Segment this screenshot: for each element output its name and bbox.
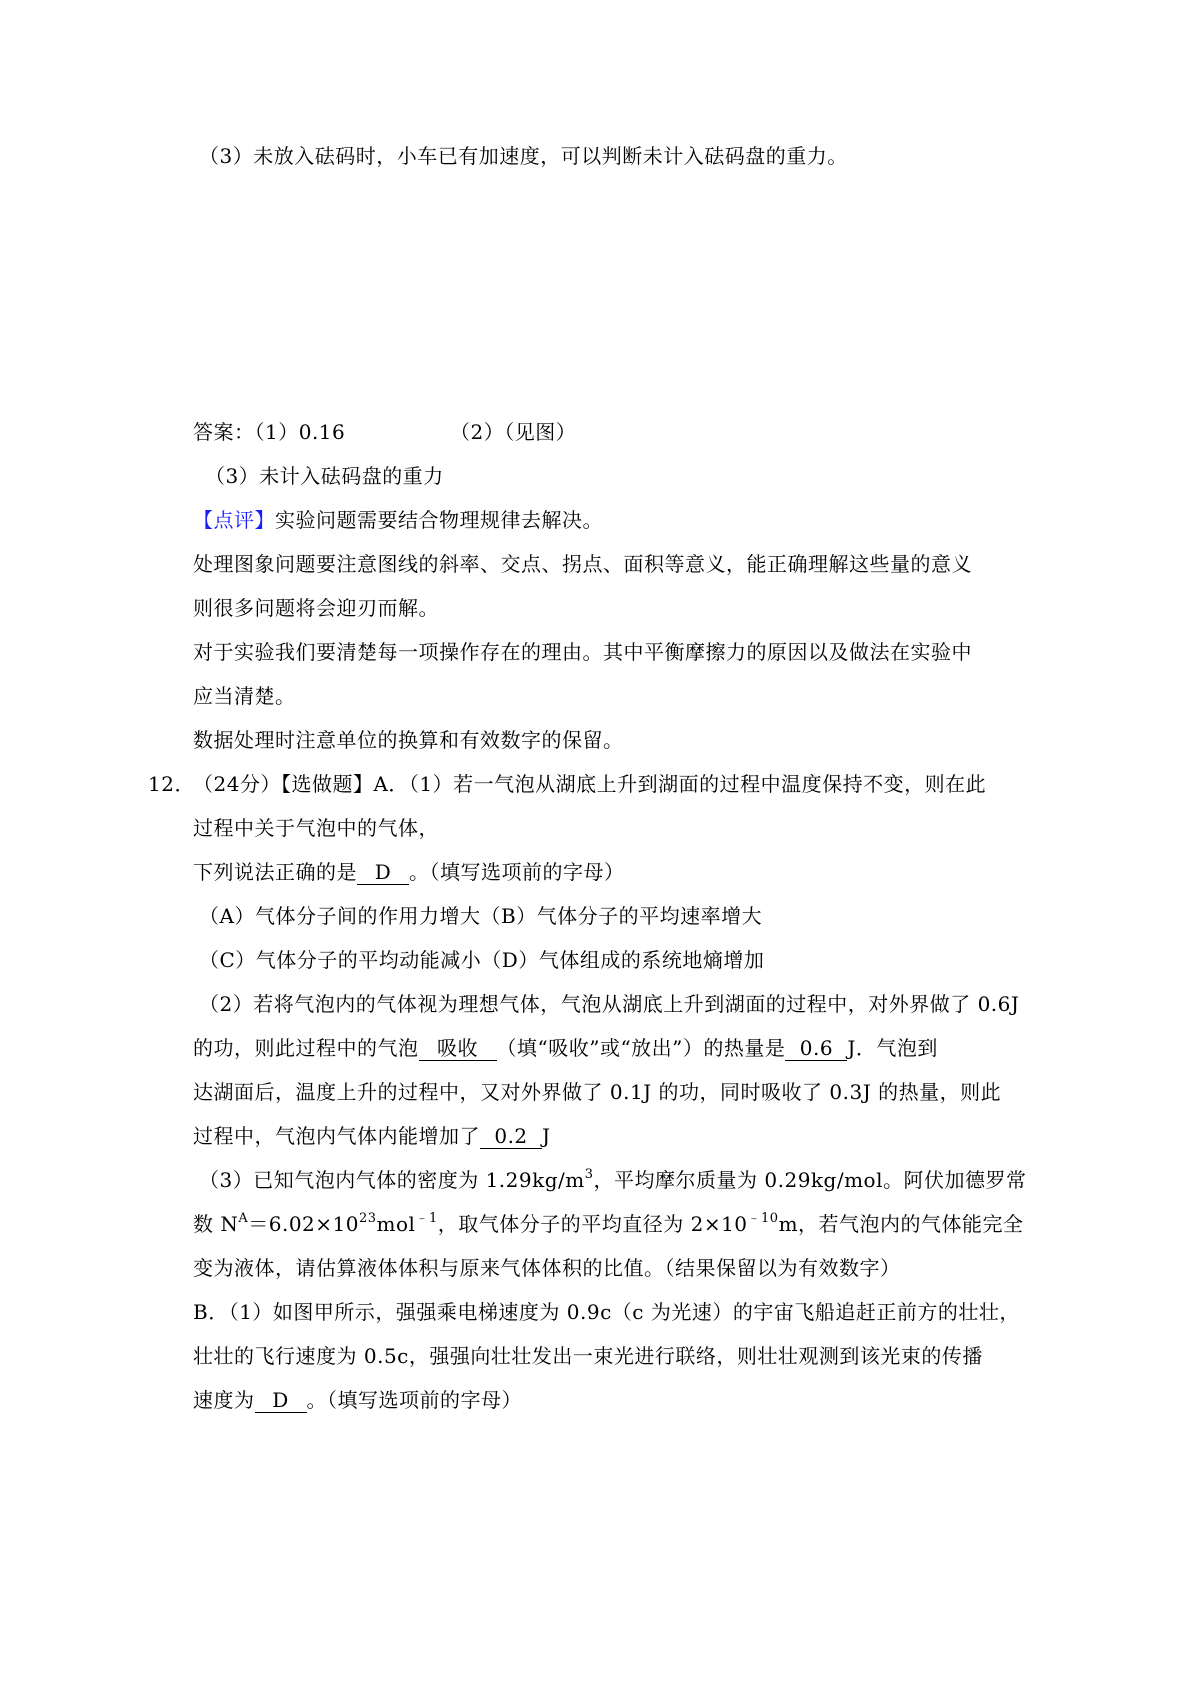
comment-line-4: 对于实验我们要清楚每一项操作存在的理由。其中平衡摩擦力的原因以及做法在实验中 [193,640,972,664]
text: ，取气体分子的平均直径为 2×10 [437,1212,748,1236]
text: 数 N [193,1212,239,1236]
part2-line-2 [193,1034,938,1062]
text: J [542,1124,551,1148]
part2-line-1: （2）若将气泡内的气体视为理想气体，气泡从湖底上升到湖面的过程中，对外界做了 0.6J [199,992,1020,1016]
superscript: 3 [584,1167,594,1182]
answer-blank-heat: 0.6 [785,1036,847,1061]
part2-line-3: 达湖面后，温度上升的过程中，又对外界做了 0.1J 的功，同时吸收了 0.3J 的热量，则此 [193,1080,1002,1104]
text: 过程中，气泡内气体内能增加了 [193,1124,480,1148]
comment-line-2: 处理图象问题要注意图线的斜率、交点、拐点、面积等意义，能正确理解这些量的意义 [193,552,972,576]
options-ab: （A）气体分子间的作用力增大（B）气体分子的平均速率增大 [199,904,763,928]
comment-text: 实验问题需要结合物理规律去解决。 [275,508,603,532]
part3-note: （3）未放入砝码时，小车已有加速度，可以判断未计入砝码盘的重力。 [199,144,848,168]
superscript: ﹣10 [747,1211,779,1226]
part3-line-1 [199,1166,1026,1194]
text: mol [376,1212,416,1236]
text: 速度为 [193,1388,255,1412]
superscript: ﹣1 [415,1211,438,1226]
text: ，平均摩尔质量为 0.29kg/mol。阿伏加德罗常 [593,1168,1027,1192]
text: ＝6.02×10 [248,1212,359,1236]
text: 。（填写选项前的字母） [306,1388,522,1412]
answer-blank-absorb: 吸收 [419,1036,497,1061]
answer-2: （2）（见图） [450,420,577,444]
part3-line-3: 变为液体，请估算液体体积与原来气体体积的比值。（结果保留以为有效数字） [193,1256,901,1280]
superscript: 23 [359,1211,377,1226]
question-12-line-2: 过程中关于气泡中的气体， [193,816,439,840]
part-b-line-2: 壮壮的飞行速度为 0.5c，强强向壮壮发出一束光进行联络，则壮壮观测到该光束的传播 [193,1344,983,1368]
answer-1: 答案：（1）0.16 [193,420,346,444]
text: J．气泡到 [847,1036,938,1060]
question-12-number: 12． [148,772,195,796]
comment-first-line [193,506,603,534]
part-b-line-3 [193,1386,522,1414]
answer-blank-a1: D [357,860,409,885]
answer-blank-energy: 0.2 [480,1124,542,1149]
options-cd: （C）气体分子的平均动能减小（D）气体组成的系统地熵增加 [199,948,765,972]
comment-tag: 【点评】 [193,508,275,532]
comment-line-3: 则很多问题将会迎刃而解。 [193,596,439,620]
question-12-head: （24分）【选做题】A．（1）若一气泡从湖底上升到湖面的过程中温度保持不变，则在此 [193,772,987,796]
answer-3: （3）未计入砝码盘的重力 [205,464,444,488]
part-b-line-1: B．（1）如图甲所示，强强乘电梯速度为 0.9c（c 为光速）的宇宙飞船追赶正前方的壮壮， [193,1300,1020,1324]
comment-line-6: 数据处理时注意单位的换算和有效数字的保留。 [193,728,624,752]
text: 的功，则此过程中的气泡 [193,1036,419,1060]
prompt-text: 下列说法正确的是 [193,860,357,884]
superscript: A [238,1211,249,1226]
instruction-text: 。（填写选项前的字母） [409,860,625,884]
text: （填“吸收”或“放出”）的热量是 [496,1036,786,1060]
comment-line-5: 应当清楚。 [193,684,296,708]
answer-blank-b1: D [255,1388,307,1413]
question-12-line-3 [193,858,625,886]
text: m，若气泡内的气体能完全 [778,1212,1024,1236]
part3-line-2 [193,1210,1024,1238]
part2-line-4 [193,1122,551,1150]
text: （3）已知气泡内气体的密度为 1.29kg/m [199,1168,585,1192]
